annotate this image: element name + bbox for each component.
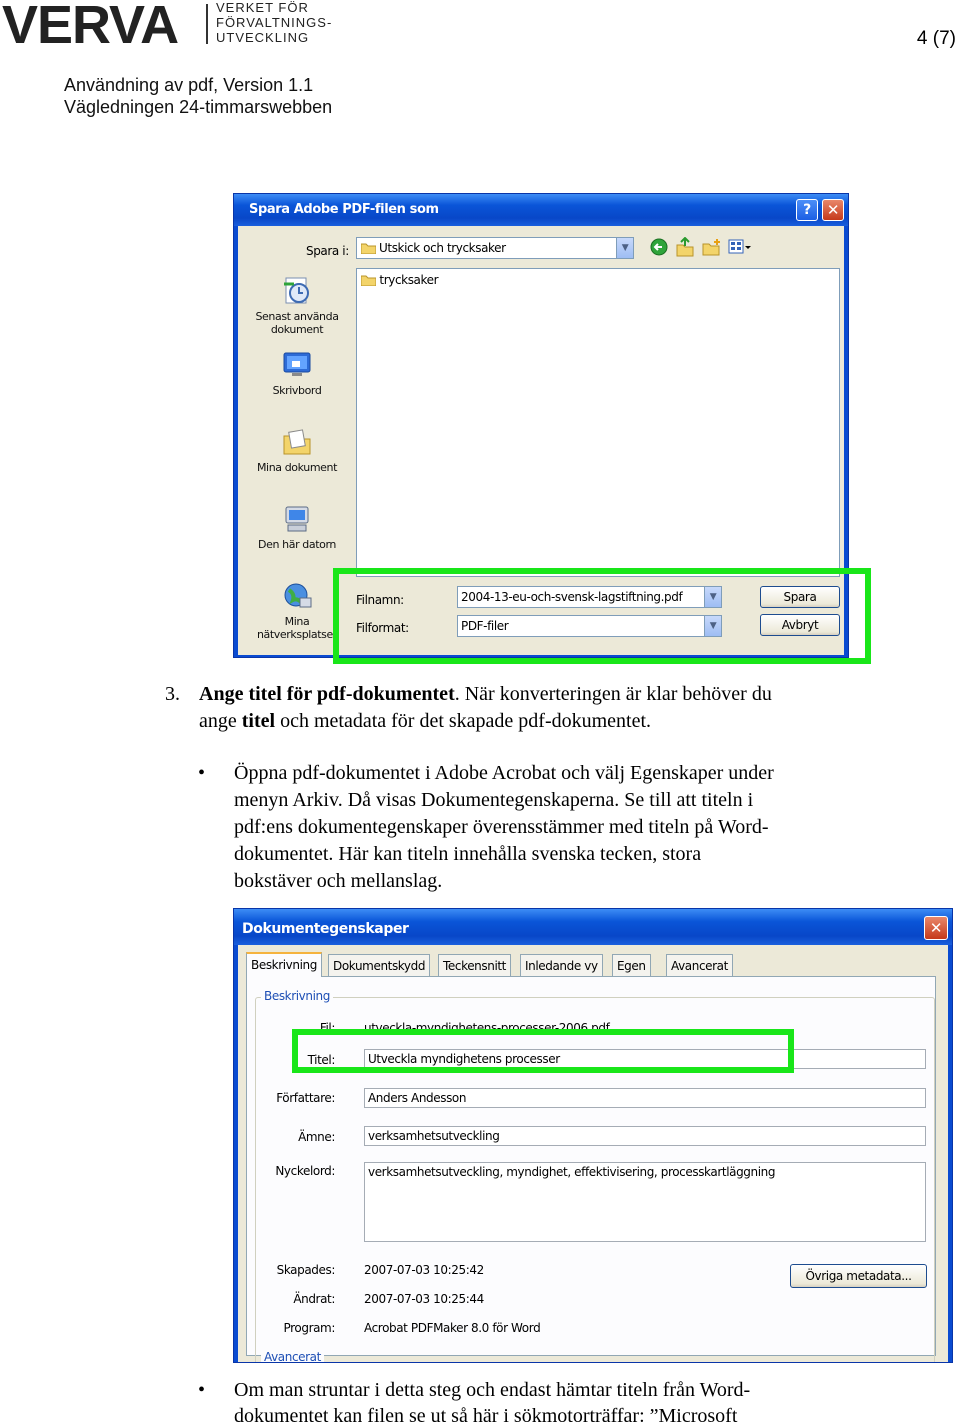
chevron-down-icon[interactable]: ▼ — [704, 616, 721, 636]
program-value: Acrobat PDFMaker 8.0 för Word — [364, 1321, 541, 1335]
cancel-button[interactable]: Avbryt — [760, 614, 840, 636]
tab-security[interactable]: Dokumentskydd — [328, 954, 430, 976]
logo-text-line-1: VERKET FÖR — [216, 0, 309, 15]
file-label: Fil: — [319, 1021, 335, 1035]
network-places-icon — [280, 581, 314, 611]
subject-label: Ämne: — [298, 1130, 335, 1144]
subject-input[interactable]: verksamhetsutveckling — [364, 1126, 926, 1146]
title-highlight-box — [292, 1029, 794, 1073]
program-label: Program: — [283, 1321, 335, 1335]
tab-initial-view[interactable]: Inledande vy — [520, 954, 603, 976]
file-value: utveckla-myndighetens-processer-2006.pdf — [364, 1021, 610, 1035]
recent-documents-icon — [280, 276, 314, 306]
document-title: Användning av pdf, Version 1.1 — [64, 75, 314, 95]
back-icon[interactable] — [650, 238, 668, 256]
created-label: Skapades: — [276, 1263, 335, 1277]
step-line-2: ange titel och metadata för det skapade pdf-dokumentet. — [199, 710, 652, 732]
properties-titlebar — [234, 909, 952, 945]
file-list[interactable] — [356, 268, 840, 577]
keywords-input[interactable]: verksamhetsutveckling, myndighet, effektivisering, processkartläggning — [364, 1162, 926, 1242]
places-my-computer[interactable]: Den här datorn — [252, 504, 342, 551]
bullet1-line: pdf:ens dokumentegenskaper överensstämmer med titeln på Word- — [234, 816, 769, 838]
filetype-label: Filformat: — [356, 621, 409, 635]
filetype-select[interactable]: PDF-filer ▼ — [457, 615, 722, 637]
author-label: Författare: — [276, 1091, 335, 1105]
views-menu-icon[interactable] — [728, 239, 752, 255]
save-dialog-title: Spara Adobe PDF-filen som — [249, 202, 439, 217]
logo-text-line-2: FÖRVALTNINGS- — [216, 15, 333, 30]
save-in-value: Utskick och trycksaker — [379, 241, 506, 255]
file-list-item[interactable]: trycksaker — [361, 273, 438, 287]
step-heading: Ange titel för pdf-dokumentet — [199, 683, 455, 705]
author-input[interactable]: Anders Andesson — [364, 1088, 926, 1108]
places-recent-documents[interactable]: Senast använda dokument — [252, 276, 342, 336]
bullet-marker: • — [198, 762, 206, 784]
filename-label: Filnamn: — [356, 593, 404, 607]
tab-description[interactable]: Beskrivning — [246, 952, 322, 977]
save-button[interactable]: Spara — [760, 586, 840, 608]
modified-label: Ändrat: — [293, 1292, 335, 1306]
places-network[interactable]: Mina nätverksplatser — [252, 581, 342, 641]
bullet1-line: bokstäver och mellanslag. — [234, 870, 443, 892]
document-subtitle: Vägledningen 24-timmarswebben — [64, 97, 333, 117]
logo-text-line-3: UTVECKLING — [216, 30, 310, 45]
advanced-group-label: Avancerat — [261, 1350, 324, 1363]
bullet1-line: menyn Arkiv. Då visas Dokumentegenskaperna. Se till att titeln i — [234, 789, 754, 811]
my-documents-icon — [280, 427, 314, 457]
bullet1-line: dokumentet. Här kan titeln innehålla svenska tecken, stora — [234, 843, 702, 865]
help-button[interactable]: ? — [796, 199, 818, 221]
my-computer-icon — [280, 504, 314, 534]
document-properties-dialog — [233, 908, 953, 1363]
chevron-down-icon[interactable]: ▼ — [616, 238, 633, 258]
new-folder-icon[interactable] — [702, 238, 721, 256]
bullet2-line: dokumentet kan filen se ut så här i sökmotorträffar: ”Microsoft — [234, 1405, 738, 1425]
up-folder-icon[interactable] — [676, 237, 694, 257]
folder-icon — [361, 274, 376, 286]
filename-highlight-box — [333, 568, 871, 664]
close-button[interactable]: ✕ — [924, 916, 948, 940]
more-metadata-button[interactable]: Övriga metadata... — [790, 1264, 927, 1288]
places-my-documents[interactable]: Mina dokument — [252, 427, 342, 474]
save-in-label: Spara i: — [306, 244, 349, 258]
save-in-dropdown[interactable] — [356, 237, 634, 259]
step-number: 3. — [165, 683, 180, 705]
save-dialog-titlebar — [234, 194, 848, 226]
bullet1-line: Öppna pdf-dokumentet i Adobe Acrobat och välj Egenskaper under — [234, 762, 774, 784]
tab-custom[interactable]: Egen — [612, 954, 651, 976]
verva-logo: VERVA — [2, 0, 179, 55]
properties-title: Dokumentegenskaper — [242, 921, 409, 937]
group-label: Beskrivning — [261, 989, 333, 1003]
keywords-label: Nyckelord: — [275, 1164, 335, 1178]
step-line-1: Ange titel för pdf-dokumentet. När konverteringen är klar behöver du — [199, 683, 772, 705]
bullet2-line: Om man struntar i detta steg och endast hämtar titeln från Word- — [234, 1379, 751, 1401]
folder-icon — [361, 242, 376, 254]
modified-value: 2007-07-03 10:25:44 — [364, 1292, 484, 1306]
title-label: Titel: — [307, 1053, 335, 1067]
desktop-icon — [280, 350, 314, 380]
chevron-down-icon[interactable]: ▼ — [704, 587, 721, 607]
page-number: 4 (7) — [916, 28, 956, 49]
bullet-marker: • — [198, 1379, 206, 1401]
tab-advanced[interactable]: Avancerat — [666, 954, 733, 976]
close-button[interactable]: ✕ — [822, 199, 844, 221]
created-value: 2007-07-03 10:25:42 — [364, 1263, 484, 1277]
logo-divider — [206, 4, 208, 44]
properties-body — [238, 945, 948, 1363]
tab-fonts[interactable]: Teckensnitt — [438, 954, 511, 976]
title-input[interactable]: Utveckla myndighetens processer — [364, 1049, 926, 1069]
filename-input[interactable]: 2004-13-eu-och-svensk-lagstiftning.pdf ▼ — [457, 586, 722, 608]
places-desktop[interactable]: Skrivbord — [252, 350, 342, 397]
